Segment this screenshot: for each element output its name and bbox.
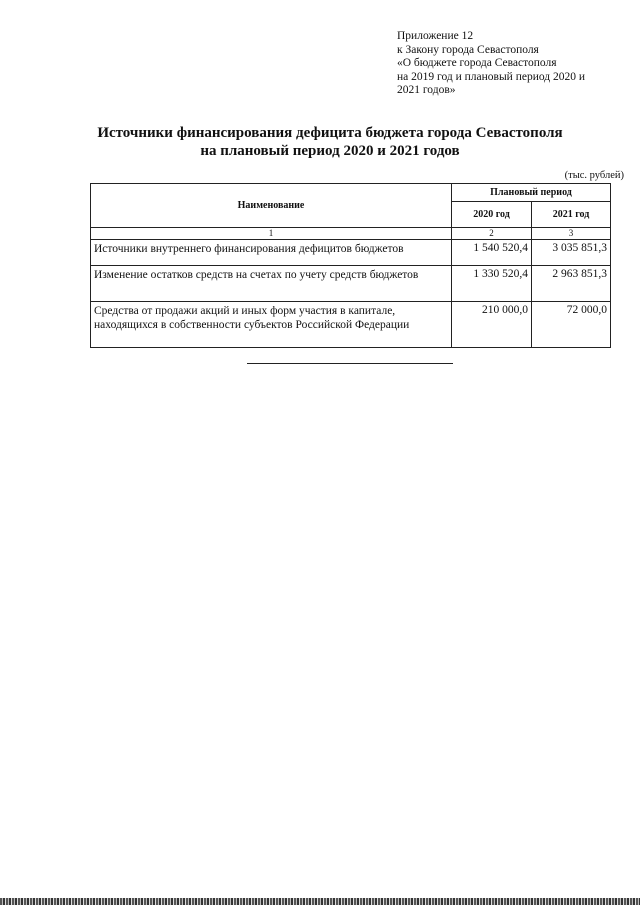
table-row bbox=[91, 302, 611, 348]
row-name: Источники внутреннего финансирования дефицитов бюджетов bbox=[91, 240, 452, 266]
header-row bbox=[91, 184, 611, 202]
index-row bbox=[91, 228, 611, 240]
appendix-line: к Закону города Севастополя bbox=[397, 43, 539, 56]
row-value-2021: 72 000,0 bbox=[532, 302, 611, 348]
row-value-2020: 210 000,0 bbox=[452, 302, 532, 348]
table-row bbox=[91, 266, 611, 302]
row-value-2020: 1 330 520,4 bbox=[452, 266, 532, 302]
row-value-2020: 1 540 520,4 bbox=[452, 240, 532, 266]
row-value-2021: 3 035 851,3 bbox=[532, 240, 611, 266]
row-value-2021: 2 963 851,3 bbox=[532, 266, 611, 302]
appendix-line: «О бюджете города Севастополя bbox=[397, 57, 557, 69]
index-cell: 2 bbox=[452, 228, 532, 240]
title-line-2: на плановый период 2020 и 2021 годов bbox=[200, 143, 460, 159]
row-name: Средства от продажи акций и иных форм участия в капитале, находящихся в собственности субъектов Российской Федерации bbox=[91, 302, 452, 348]
appendix-line: 2021 годов» bbox=[397, 84, 456, 96]
table-row bbox=[91, 240, 611, 266]
appendix-line: Приложение 12 bbox=[397, 30, 474, 42]
header-name: Наименование bbox=[91, 184, 452, 228]
budget-table bbox=[90, 183, 611, 348]
document-title bbox=[60, 124, 600, 160]
scan-edge-artifact bbox=[0, 898, 640, 905]
header-period: Плановый период bbox=[452, 184, 611, 202]
title-line-1: Источники финансирования дефицита бюджета города Севастополя bbox=[97, 125, 563, 141]
index-cell: 3 bbox=[532, 228, 611, 240]
appendix-line: на 2019 год и плановый период 2020 и bbox=[397, 70, 586, 83]
header-year-2021: 2021 год bbox=[532, 202, 611, 228]
header-year-2020: 2020 год bbox=[452, 202, 532, 228]
appendix-reference bbox=[397, 30, 627, 98]
unit-label: (тыс. рублей) bbox=[564, 170, 624, 181]
index-cell: 1 bbox=[91, 228, 452, 240]
row-name: Изменение остатков средств на счетах по учету средств бюджетов bbox=[91, 266, 452, 302]
end-rule bbox=[247, 363, 453, 364]
